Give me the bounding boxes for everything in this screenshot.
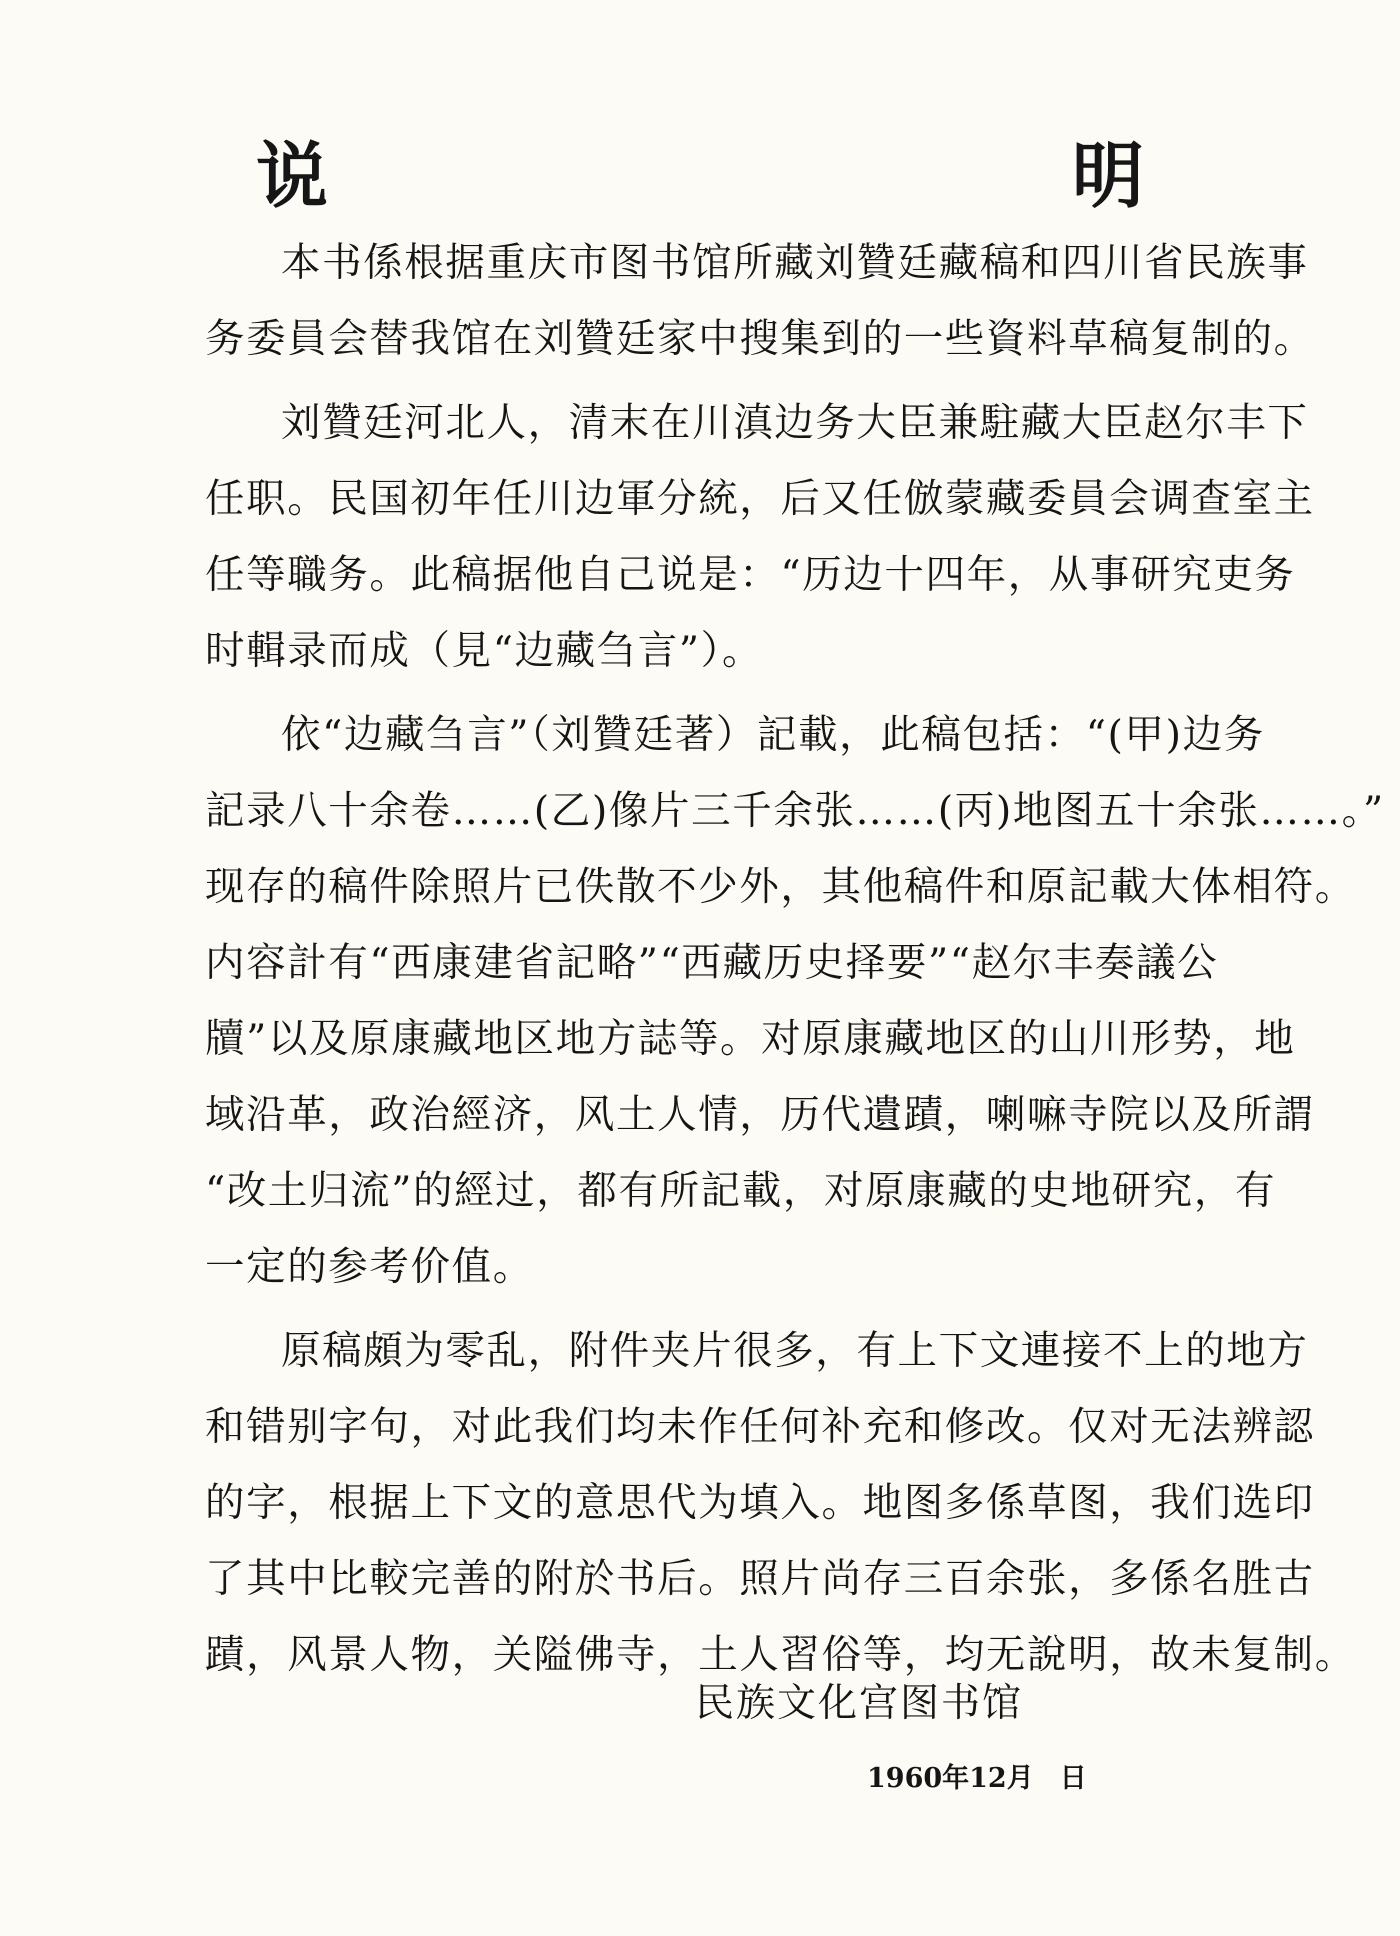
paragraph-line: 内容計有“西康建省記略”“西藏历史择要”“赵尔丰奏議公 <box>205 940 1219 986</box>
date-line <box>867 1756 1087 1795</box>
paragraph-line: 和错别字句，对此我们均未作任何补充和修改。仅对无法辨認 <box>205 1404 1315 1450</box>
signature: 民族文化宫图书馆 <box>695 1681 1024 1726</box>
paragraph-line: 刘贊廷河北人，清末在川滇边务大臣兼駐藏大臣赵尔丰下 <box>281 400 1309 446</box>
paragraph-line: 本书係根据重庆市图书馆所藏刘贊廷藏稿和四川省民族事 <box>281 240 1309 286</box>
paragraph-line: 依“边藏刍言”（刘贊廷著）記載，此稿包括：“(甲)边务 <box>281 712 1265 758</box>
date: 1960年12月 <box>867 1763 1034 1794</box>
paragraph-line: 記录八十余卷……(乙)像片三千余张……(丙)地图五十余张……。” <box>205 788 1385 834</box>
paragraph-line: 一定的参考价值。 <box>205 1244 534 1290</box>
paragraph-line: 务委員会替我馆在刘贊廷家中搜集到的一些資料草稿复制的。 <box>205 316 1315 362</box>
paragraph-line: 域沿革，政治經济，风土人情，历代遺蹟，喇嘛寺院以及所謂 <box>205 1092 1315 1138</box>
paragraph-line: 现存的稿件除照片已佚散不少外，其他稿件和原記載大体相符。 <box>205 864 1356 910</box>
paragraph-line: “改土归流”的經过，都有所記載，对原康藏的史地研究，有 <box>205 1168 1277 1214</box>
paragraph-line: 蹟，风景人物，关隘佛寺，土人習俗等，均无說明，故未复制。 <box>205 1632 1356 1678</box>
paragraph-line: 牘”以及原康藏地区地方誌等。对原康藏地区的山川形势，地 <box>205 1016 1296 1062</box>
paragraph-gap <box>205 1305 1235 1313</box>
date-day: 日 <box>1059 1763 1087 1794</box>
page-title: 说 明 <box>255 133 1344 218</box>
document-body <box>205 225 1385 1693</box>
paragraph-gap <box>205 377 1235 385</box>
paragraph-line: 时輯录而成（見“边藏刍言”）。 <box>205 628 764 674</box>
paragraph-gap <box>205 689 1235 697</box>
paragraph-line: 任等職务。此稿据他自己说是：“历边十四年，从事研究吏务 <box>205 552 1296 598</box>
paragraph-line: 了其中比較完善的附於书后。照片尚存三百余张，多係名胜古 <box>205 1556 1315 1602</box>
paragraph-line: 原稿頗为零乱，附件夹片很多，有上下文連接不上的地方 <box>281 1328 1309 1374</box>
paragraph-line: 任职。民国初年任川边軍分統，后又任倣蒙藏委員会调查室主 <box>205 476 1315 522</box>
paragraph-line: 的字，根据上下文的意思代为填入。地图多係草图，我们选印 <box>205 1480 1315 1526</box>
